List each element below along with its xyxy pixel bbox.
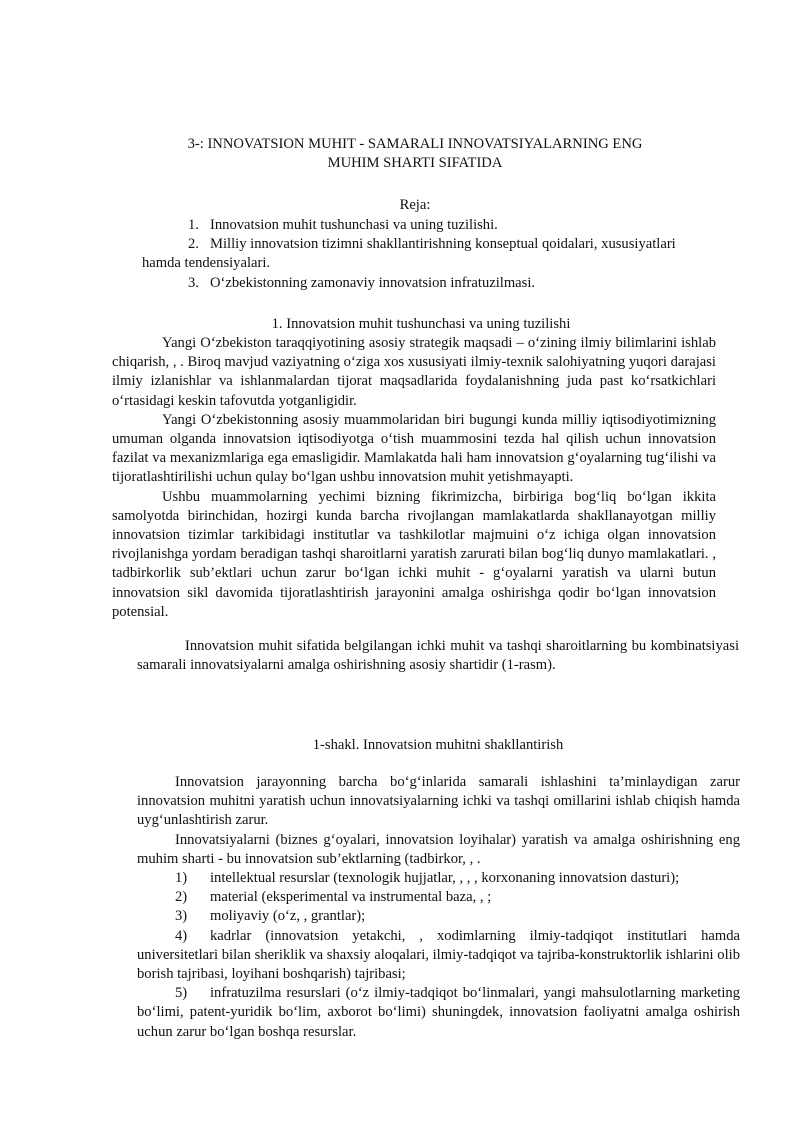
resource-item-number: 5) [175,985,188,1002]
plan-item-text: Milliy innovatsion tizimni shakllantirishning konseptual qoidalari, xususiyatlari [210,236,676,253]
resource-item-1 [137,869,740,888]
figure-caption: 1-shakl. Innovatsion muhitni shakllantirish [312,737,564,753]
resource-item-5 [137,984,740,1042]
resource-item-number: 3) [175,908,188,925]
resource-item-number: 2) [175,889,188,906]
resource-item-text: moliyaviy (o‘z, , grantlar); [210,908,366,925]
paragraph: Innovatsion muhit sifatida belgilangan ichki muhit va tashqi sharoitlarning bu kombinatsiyasi samarali innovatsiyalarni amalga oshirishning asosiy shartidir (1-rasm). [137,638,739,674]
plan-item-2-continuation: hamda tendensiyalari. [142,255,271,272]
resource-item-3 [137,907,740,926]
paragraph: Innovatsion jarayonning barcha bo‘g‘inlarida samarali ishlashini ta’minlaydigan zarur innovatsion muhitni yaratish uchun innovatsiyalarning ichki va tashqi omillarini ishlab chiqish hamda uyg‘unlashtirish zarur. [137,774,740,829]
section-1-closing [137,637,739,675]
plan-heading: Reja: [399,197,431,213]
plan-item-number: 1. [188,217,199,233]
plan-item-text: Innovatsion muhit tushunchasi va uning tuzilishi. [210,217,498,233]
paragraph: Innovatsiyalarni (biznes g‘oyalari, innovatsion loyihalar) yaratish va amalga oshirishning eng muhim sharti - bu innovatsion sub’ektlarning (tadbirkor, , . [137,831,740,867]
section-1-title: 1. Innovatsion muhit tushunchasi va uning tuzilishi [271,316,571,332]
resource-item-number: 1) [175,870,188,887]
resource-item-text: kadrlar (innovatsion yetakchi, , xodimlarning ilmiy-tadqiqot institutlari hamda universitetlari bilan sheriklik va shaxsiy aloqalari, ilmiy-tadqiqot va tajriba-konstruktorlik ishlarini olib borish tajribasi, loyihani boshqarish) tajribasi; [137,927,740,983]
document-title [100,135,730,173]
plan-list [142,216,740,293]
paragraph: Ushbu muammolarning yechimi bizning fikrimizcha, birbiriga bog‘liq bo‘lgan ikkita samolyotda birinchidan, hozirgi kunda barcha rivojlangan mamlakatlarda shakllanayotgan milliy innovatsion tizimlar tarkibidagi institutlar va tashkilotlar majmuini o‘z ichiga olgan innovatsion rivojlanishga yordam beradigan tashqi sharoitlarni yaratish zarurati bilan bog‘liq dunyo mamlakatlari. , tadbirkorlik sub’ektlari uchun zarur bo‘lgan ichki muhit - g‘oyalarni yaratish va ularni butun innovatsion sikl davomida tijoratlashtirish jarayonini amalga oshirishga qodir bo‘lgan innovatsion potensial. [112,488,716,620]
section-2-body [137,773,740,1042]
resource-item-4 [137,927,740,985]
title-line-2: MUHIM SHARTI SIFATIDA [327,155,503,172]
plan-item-number: 3. [188,274,199,291]
plan-item-text: O‘zbekistonning zamonaviy innovatsion infratuzilmasi. [210,274,536,291]
section-1-body [112,334,716,622]
resource-item-text: material (eksperimental va instrumental baza, , ; [210,889,492,906]
resource-item-number: 4) [175,927,188,944]
resource-item-text: intellektual resurslar (texnologik hujjatlar, , , , korxonaning innovatsion dasturi); [210,870,680,887]
paragraph: Yangi O‘zbekiston taraqqiyotining asosiy strategik maqsadi – o‘zining ilmiy bilimlarini ishlab chiqarish, , . Biroq mavjud vaziyatning o‘ziga xos xususiyati ilmiy-texnik salohiyatning yuqori darajasi ilmiy izlanishlar va ishlanmalardan tijorat maqsadlarida foydalanishning juda past ko‘rsatkichlari o‘rtasidagi keskin tafovutda yotganligidir. [112,335,716,409]
plan-item-number: 2. [188,236,199,253]
plan-item-1 [142,216,740,235]
paragraph: Yangi O‘zbekistonning asosiy muammolaridan biri bugungi kunda milliy iqtisodiyotimizning umuman olganda innovatsion iqtisodiyotga o‘tish muammosini tezda hal qilish uchun innovatsion fazilat va mexanizmlariga ega emasligidir. Mamlakatda hali ham innovatsion g‘oyalarning tug‘ilishi va tijoratlashtirilishi uchun qulay bo‘lgan ushbu innovatsion muhit yetishmayapti. [112,411,716,486]
resource-item-text: infratuzilma resurslari (o‘z ilmiy-tadqiqot bo‘linmalari, yangi mahsulotlarning marketing bo‘limi, patent-yuridik bo‘lim, axborot bo‘limi) shuningdek, innovatsion faoliyatni amalga oshirish uchun zarur bo‘lgan boshqa resurslar. [137,985,740,1040]
title-line-1: 3-: INNOVATSION MUHIT - SAMARALI INNOVATSIYALARNING ENG [187,136,643,152]
plan-item-2 [142,235,740,254]
resource-item-2 [137,888,740,907]
plan-item-3 [142,274,740,293]
